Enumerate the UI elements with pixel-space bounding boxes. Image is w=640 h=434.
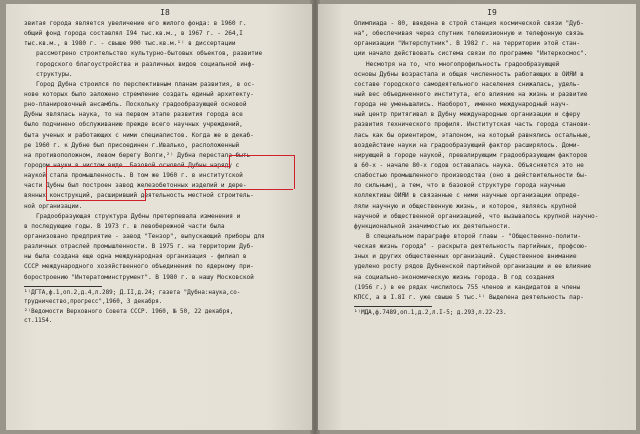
text-line: составе городского самодеятельного населения снижалась, удель- [354,80,581,88]
text-line: ческая жизнь города" - раскрыта деятельность партийных, профсою- [354,243,588,251]
text-line: различных отраслей промышленности. В 1975 г. на территории Дуб- [24,243,254,251]
text-line: функциональной значимостью их деятельности. [354,222,511,230]
text-line: Город Дубна строился по перспективным планам развития, в ос- [36,80,255,88]
text-line: в 60-х - начале 80-х годов оставалась наука. Объясняется это не [354,161,584,169]
right-page-body [354,19,630,303]
footnote-line: ²⁾Ведомости Верховного Совета СССР. 1960, № 50, 22 декабря, [24,308,234,315]
text-line: научной и общественной организацией, что вызывалось крупной научно- [354,212,599,220]
left-page-body [24,19,306,283]
left-page-footnotes [24,289,306,327]
right-page [318,4,636,430]
text-line: ный центр притягивал в Дубну международные организации и сферу [354,111,581,119]
page-number: I9 [487,8,497,17]
footnote-rule [354,306,432,307]
text-line: организовано предприятие - завод "Тензор", выпускающий приборы для [24,232,265,240]
text-line: Дубны являлась наука, то на первом этапе развития города все [24,111,243,119]
text-line: развития технического профиля. Институтская часть города станови- [354,121,592,129]
text-line: рно-планировочный ансамбль. Поскольку градообразующей основой [24,101,247,109]
text-line: воздействие науки на градообразующий фактор расширялось. Доми- [354,141,581,149]
text-line: структуры. [36,70,73,78]
text-line: организации "Интерспутник". В 1982 г. на территории этой стан- [354,40,581,48]
footnote-rule [24,286,102,287]
footnote-line: ¹⁾ДГТА,ф.1,оп.2,д.4,л.289; Д.II,д.24; газета "Дубна:наука,со- [24,289,241,296]
right-page-footnotes [354,309,630,319]
text-line: лась как бы ориентиром, эталоном, на который равнялись остальные, [354,131,592,139]
text-line: ный вес объединенного института, его влияние на жизнь и развитие [354,90,588,98]
text-line: боростроению "Интератоминструмент". В 1980 г. в нашу Московской [24,273,254,281]
text-line: коллективы ОИЯИ в связанные с ними научные организации опреде- [354,192,581,200]
text-line: части Дубны был построен завод железобетонных изделий и дере- [24,182,247,190]
text-line: на противоположном, левом берегу Волги,²⁾ Дубна перестала быть [24,151,251,159]
text-line: звитая города является увеличение его жилого фонда: в 1960 г. [24,20,247,27]
text-line: ной организации. [24,202,83,210]
text-line: города не уменьшались. Наоборот, именно международный науч- [354,101,570,109]
text-line: вянных конструкций, расширивший деятельность местной строитель- [24,192,254,200]
text-line: СССР международного хозяйственного объединения по ядерному при- [24,263,254,271]
text-line: нирующей в городе наукой, превалирующим градообразующим факторов [354,151,588,159]
text-line: ло сильным), а тем, что в базовой структуре города научные [354,182,566,190]
text-line: КПСС, а в I.8I г. уже свыше 5 тыс.¹⁾ Выделена деятельность пар- [354,293,584,301]
text-line: ляли научную и общественную жизнь, и которое, являясь крупной [354,202,577,210]
text-line: Несмотря на то, что многопрофильность градообразующей [366,60,560,68]
footnote-line: ст.1154. [24,318,53,325]
text-line: основы Дубны возрастала и общая численность работающих в ОИЯИ в [354,70,584,78]
text-line: на", обеспечивая через спутник телевизионную и телефонную связь [354,30,584,38]
text-line: В специальном параграфе второй главы - "Общественно-полити- [366,232,582,240]
text-line: Олимпиада - 80, введена в строй станция космической связи "Дуб- [354,20,584,27]
text-line: Градообразующая структура Дубны претерпевала изменения и [36,212,241,220]
left-page [6,4,312,430]
footnote-line: трудничество,прогресс",1960, 3 декабря. [24,299,163,306]
text-line: в последующие годы. В 1973 г. в левобережной части была [24,222,225,230]
text-line: рассмотрено строительство культурно-бытовых объектов, развитие [36,50,263,58]
text-line: тыс.кв.м., в 1980 г. - свыше 900 тыс.кв.м.¹⁾ в диссертации [24,40,236,48]
text-line: городского благоустройства и различных видов социальной инф- [36,60,255,68]
text-line: общий фонд города составлял I94 тыс.кв.м., в 1967 г. - 264,I [24,30,243,38]
text-line: ции начало действовать система связи по программе "Интеркосмос". [354,50,588,58]
text-line: городом науки в чистом виде. Базовой основой Дубны наряду с [24,161,240,169]
text-line: зных и других общественных организаций. Существенное внимание [354,253,577,261]
footnote-line: ¹⁾МДА,ф.7489,оп.1,д.2,л.I-5; д.293,л.22-23. [354,309,507,316]
text-line: уделено росту рядов Дубненской партийной организации и ее влияние [354,263,592,271]
text-line: было подчинено обслуживанию прежде всего научных учреждений, [24,121,243,129]
text-line: на социально-экономическую жизнь города. В год создания [354,273,555,281]
text-line: нове которых было заложено стремление создать единый архитекту- [24,90,254,98]
text-line: ны была создана еще одна международная организация - филиал в [24,253,247,261]
page-number: I8 [160,8,170,17]
text-line: (1956 г.) в ее рядах числилось 755 членов и кандидатов в члены [354,283,581,291]
text-line: наукой стала промышленность. В том же 1960 г. в институтской [24,172,243,180]
text-line: ре 1960 г. к Дубне был присоединен г.Ивалько, расположенный [24,141,240,149]
text-line: слабостью промышленного производства (оно в действительности бы- [354,172,588,180]
text-line: быта ученых и работающих с ними специалистов. Когда же в декаб- [24,131,254,139]
